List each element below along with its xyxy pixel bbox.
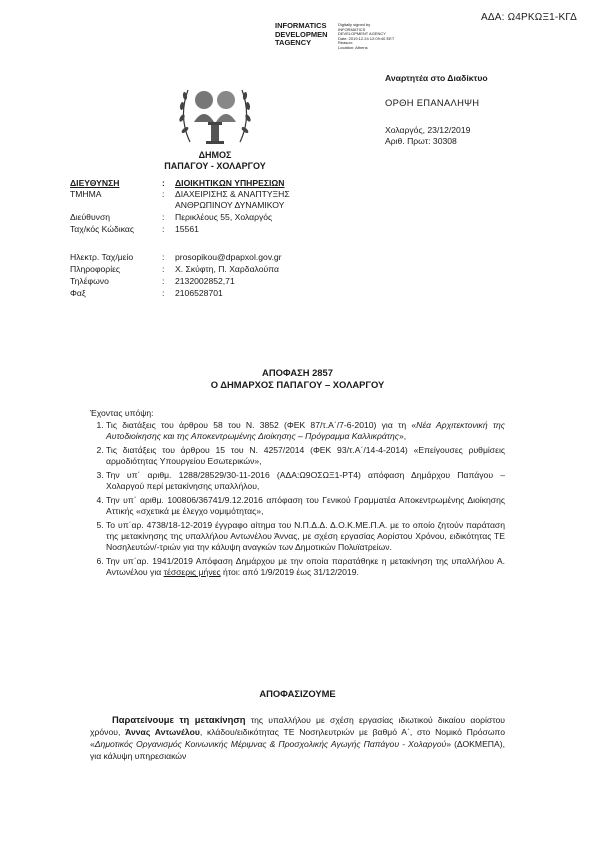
colon: :	[162, 212, 165, 222]
item-text: Τις διατάξεις του άρθρου 58 του Ν. 3852 (ΦΕΚ 87/τ.Α΄/7-6-2010) για τη «	[106, 420, 417, 430]
signature-stamp-details	[338, 23, 398, 51]
list-item	[106, 520, 505, 553]
list-item	[106, 470, 505, 492]
direction-value: ΔΙΟΙΚΗΤΙΚΩΝ ΥΠΗΡΕΣΙΩΝ	[175, 178, 285, 188]
colon: :	[162, 252, 165, 262]
colon: :	[162, 288, 165, 298]
decision-text: , κλάδου/ειδικότητας ΤΕ Νοσηλευτριών με βαθμό Α΄, στο Νομικό Πρόσωπο «	[90, 727, 505, 749]
department-value-2: ΑΝΘΡΩΠΙΝΟΥ ΔΥΝΑΜΙΚΟΥ	[175, 200, 285, 210]
address-value: Περικλέους 55, Χολαργός	[175, 212, 273, 222]
department-value: ΔΙΑΧΕΙΡΙΣΗΣ & ΑΝΑΠΤΥΞΗΣ	[175, 189, 290, 199]
decision-verb: Παρατείνουμε τη μετακίνηση	[112, 714, 246, 725]
intro-text: Έχοντας υπόψη:	[90, 408, 154, 418]
colon: :	[162, 264, 165, 274]
decision-text: » (ΔΟΚΜΕΠΑ), για κάλυψη υπηρεσιακών	[90, 739, 505, 761]
municipality-label: ΠΑΠΑΓΟΥ - ΧΟΛΑΡΓΟΥ	[164, 161, 266, 171]
item-text: Το υπ΄αρ. 4738/18-12-2019 έγγραφο αίτημα του Ν.Π.Δ.Δ. Δ.Ο.Κ.ΜΕ.Π.Α. με το οποίο ζητούν παράταση της μετακίνησης της υπαλλήλου Αντωνέλου Άννας, με σχέση εργασίας Αορίστου Χρόνου, ειδικότητας ΤΕ Νοσηλευτών/-τριών για την κάλυψη αναγκών των Δημοτικών Πολυϊατρείων.	[106, 520, 505, 552]
signature-stamp-name	[275, 22, 328, 48]
colon: :	[162, 224, 165, 234]
decision-paragraph	[90, 714, 505, 762]
signature-detail: Date: 2019.12.24 12:09:40 EET	[338, 35, 395, 41]
signature-detail: Reason:	[338, 40, 353, 46]
direction-label: ΔΙΕΥΘΥΝΣΗ	[70, 178, 120, 188]
decision-text: της υπαλλήλου με σχέση εργασίας ιδιωτικού δικαίου αορίστου χρόνου,	[90, 715, 505, 737]
correct-repeat-label: ΟΡΘΗ ΕΠΑΝΑΛΗΨΗ	[385, 97, 480, 108]
email-value: prosopikou@dpapxol.gov.gr	[175, 252, 282, 262]
municipality-emblem-icon	[170, 72, 260, 152]
email-label: Ηλεκτρ. Ταχ/μείο	[70, 252, 134, 262]
protocol-number: Αριθ. Πρωτ: 30308	[385, 136, 457, 146]
list-item	[106, 420, 505, 442]
item-text: Την υπ΄αρ. 1941/2019 Απόφαση Δημάρχου με την οποία παρατάθηκε η μετακίνηση της υπαλλήλου Α. Αντωνέλου για	[106, 556, 505, 577]
ada-code: ΑΔΑ: Ω4ΡΚΩΞ1-ΚΓΔ	[481, 12, 577, 23]
fax-value: 2106528701	[175, 288, 223, 298]
employee-name: Άννας Αντωνέλου	[125, 727, 200, 737]
list-item	[106, 495, 505, 517]
fax-label: Φαξ	[70, 288, 86, 298]
zip-value: 15561	[175, 224, 199, 234]
posting-note: Αναρτητέα στο Διαδίκτυο	[385, 73, 488, 83]
municipality-label: ΔΗΜΟΣ	[198, 150, 232, 160]
item-duration: τέσσερις μήνες	[163, 567, 221, 577]
list-item	[106, 556, 505, 578]
organization-name: Δημοτικός Οργανισμός Κοινωνικής Μέριμνας & Προσχολικής Αγωγής Παπάγου - Χολαργού	[94, 739, 447, 749]
department-label: ΤΜΗΜΑ	[70, 189, 102, 199]
considerations-list	[80, 420, 505, 581]
signature-line: DEVELOPMEN	[275, 29, 328, 39]
phone-value: 2132002852,71	[175, 276, 235, 286]
place-date: Χολαργός, 23/12/2019	[385, 125, 471, 135]
colon: :	[162, 178, 165, 188]
item-law-title: Νέα Αρχιτεκτονική της Αυτοδιοίκησης και της Αποκεντρωμένης Διοίκησης – Πρόγραμμα Καλλικράτης	[106, 420, 505, 441]
signature-detail: Location: Athens	[338, 44, 368, 50]
decide-heading: ΑΠΟΦΑΣΙΖΟΥΜΕ	[259, 688, 336, 699]
municipality-name	[160, 150, 270, 172]
item-text: Την υπ΄ αριθμ. 1288/28529/30-11-2016 (ΑΔΑ:Ω9ΟΣΩΞ1-ΡΤ4) απόφαση Δημάρχου Παπάγου – Χολαργού περί μετακίνησης υπαλλήλου,	[106, 470, 505, 491]
item-text: Την υπ΄ αριθμ. 100806/36741/9.12.2016 απόφαση του Γενικού Γραμματέα Αποκεντρωμένης Διοίκησης Αττικής «σχετικά με έλεγχο νομιμότητας»,	[106, 495, 505, 516]
signature-detail: Digitally signed by	[338, 22, 371, 27]
signature-line: INFORMATICS	[275, 21, 327, 30]
item-text: »,	[398, 431, 407, 441]
item-text: Τις διατάξεις του άρθρου 15 του Ν. 4257/2014 (ΦΕΚ 93/τ.Α΄/14-4-2014) «Επείγουσες ρυθμίσεις αρμοδιότητας Υπουργείου Εσωτερικών»,	[106, 445, 505, 466]
signature-line: TAGENCY	[275, 38, 312, 48]
colon: :	[162, 276, 165, 286]
decision-title: ΑΠΟΦΑΣΗ 2857	[262, 367, 333, 378]
mayor-title: Ο ΔΗΜΑΡΧΟΣ ΠΑΠΑΓΟΥ – ΧΟΛΑΡΓΟΥ	[210, 379, 385, 390]
info-value: Χ. Σκύφτη, Π. Χαρδαλούπα	[175, 264, 279, 274]
info-label: Πληροφορίες	[70, 264, 121, 274]
signature-detail: INFORMATICS	[338, 26, 366, 32]
phone-label: Τηλέφωνο	[70, 276, 109, 286]
zip-label: Ταχ/κός Κώδικας	[70, 224, 135, 234]
signature-detail: DEVELOPMENT AGENCY	[338, 31, 386, 37]
item-text: ήτοι: από 1/9/2019 έως 31/12/2019.	[220, 567, 359, 577]
address-label: Διεύθυνση	[70, 212, 111, 222]
colon: :	[162, 189, 165, 199]
list-item	[106, 445, 505, 467]
